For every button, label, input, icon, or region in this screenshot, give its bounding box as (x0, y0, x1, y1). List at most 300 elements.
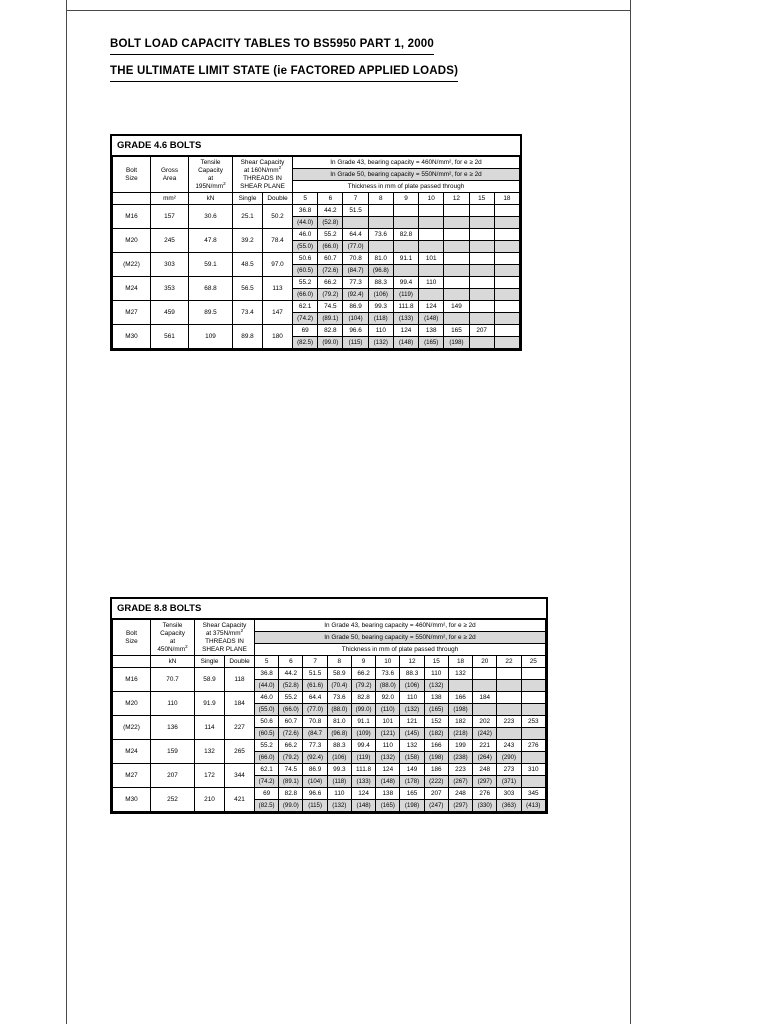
cell-g50: (84.7 (303, 728, 327, 740)
cell-g50: (106) (327, 752, 351, 764)
cell-g43: 46.0 (255, 692, 279, 704)
thickness-col-7: 7 (303, 656, 327, 668)
cell-g50: (165) (424, 704, 448, 716)
cell-bolt-size: M24 (113, 740, 151, 764)
cell-g50: (52.8) (318, 217, 343, 229)
cell-g50: (119) (351, 752, 375, 764)
grade-label-8-8: GRADE 8.8 BOLTS (112, 599, 546, 619)
cell-tensile: 68.8 (189, 277, 233, 301)
cell-g50 (444, 289, 469, 301)
cell-single-shear: 172 (195, 764, 225, 788)
cell-g50: (413) (521, 800, 545, 812)
thickness-col-12: 12 (444, 193, 469, 205)
cell-g43 (494, 301, 519, 313)
cell-g43 (473, 668, 497, 680)
cell-single-shear: 91.9 (195, 692, 225, 716)
cell-g43: 223 (497, 716, 521, 728)
cell-g43 (494, 229, 519, 241)
cell-g50: (267) (448, 776, 472, 788)
cell-double-shear: 265 (225, 740, 255, 764)
cell-g43: 69 (255, 788, 279, 800)
cell-g43 (521, 668, 545, 680)
cell-g43: 149 (400, 764, 424, 776)
cell-g43: 124 (376, 764, 400, 776)
cell-single-shear: 48.5 (233, 253, 263, 277)
cell-g43: 88.3 (400, 668, 424, 680)
thickness-col-5: 5 (255, 656, 279, 668)
cell-g43: 138 (419, 325, 444, 337)
cell-g43: 46.0 (293, 229, 318, 241)
cell-g50: (44.0) (293, 217, 318, 229)
cell-g50: (89.1) (318, 313, 343, 325)
cell-g50: (88.0) (376, 680, 400, 692)
unit-single: Single (233, 193, 263, 205)
cell-g50 (494, 289, 519, 301)
thickness-col-12: 12 (400, 656, 424, 668)
cell-g43: 51.5 (303, 668, 327, 680)
cell-bolt-size: M16 (113, 668, 151, 692)
cell-g43: 91.1 (393, 253, 418, 265)
cell-g43: 199 (448, 740, 472, 752)
cell-g43: 92.0 (376, 692, 400, 704)
thickness-col-18: 18 (494, 193, 519, 205)
cell-double-shear: 147 (263, 301, 293, 325)
cell-g43: 55.2 (293, 277, 318, 289)
cell-g50: (61.6) (303, 680, 327, 692)
cell-g43: 64.4 (303, 692, 327, 704)
cell-g43 (494, 277, 519, 289)
cell-g50: (55.0) (293, 241, 318, 253)
cell-g50: (133) (351, 776, 375, 788)
table-row (113, 205, 520, 217)
cell-g50 (419, 241, 444, 253)
cell-g43: 82.8 (351, 692, 375, 704)
cell-single-shear: 89.8 (233, 325, 263, 349)
cell-g43: 36.8 (255, 668, 279, 680)
cell-g50: (247) (424, 800, 448, 812)
table-row (113, 301, 520, 313)
cell-g43 (444, 277, 469, 289)
cell-g43: 81.0 (327, 716, 351, 728)
thickness-col-8: 8 (327, 656, 351, 668)
cell-g43: 86.9 (343, 301, 368, 313)
cell-g43: 60.7 (279, 716, 303, 728)
cell-g50: (74.2) (293, 313, 318, 325)
cell-g43: 101 (419, 253, 444, 265)
cell-g50: (99.0) (318, 337, 343, 349)
cell-gross-area: 459 (151, 301, 189, 325)
cell-g50: (110) (376, 704, 400, 716)
cell-g43: 184 (473, 692, 497, 704)
cell-g50: (60.5) (255, 728, 279, 740)
cell-g50 (497, 704, 521, 716)
cell-g50: (119) (393, 289, 418, 301)
cell-g43: 36.8 (293, 205, 318, 217)
cell-g50 (419, 289, 444, 301)
header-row-1 (113, 620, 546, 632)
cell-g43 (444, 253, 469, 265)
cell-g43: 111.8 (351, 764, 375, 776)
cell-g43: 58.9 (327, 668, 351, 680)
cell-g43: 99.3 (327, 764, 351, 776)
cell-bolt-size: M20 (113, 692, 151, 716)
cell-g43 (497, 692, 521, 704)
cell-g50 (469, 289, 494, 301)
cell-bolt-size: (M22) (113, 716, 151, 740)
cell-g50: (79.2) (318, 289, 343, 301)
cell-g43: 69 (293, 325, 318, 337)
cell-g50 (521, 680, 545, 692)
cell-g43: 91.1 (351, 716, 375, 728)
cell-g43: 55.2 (318, 229, 343, 241)
cell-g50: (371) (497, 776, 521, 788)
header-bolt-size: Bolt Size (113, 620, 151, 656)
cell-bolt-size: M24 (113, 277, 151, 301)
cell-g50: (66.0) (318, 241, 343, 253)
cell-g43 (419, 229, 444, 241)
cell-g50: (148) (376, 776, 400, 788)
cell-g43: 152 (424, 716, 448, 728)
cell-g50: (182) (424, 728, 448, 740)
table-row (113, 229, 520, 241)
cell-g50: (165) (419, 337, 444, 349)
page-border-left (66, 0, 67, 1024)
cell-g43: 243 (497, 740, 521, 752)
cell-single-shear: 39.2 (233, 229, 263, 253)
grade-label-4-6: GRADE 4.6 BOLTS (112, 136, 520, 156)
cell-g50: (145) (400, 728, 424, 740)
cell-tensile: 159 (151, 740, 195, 764)
cell-g43: 110 (424, 668, 448, 680)
cell-g50 (473, 704, 497, 716)
cell-g43: 101 (376, 716, 400, 728)
cell-g43: 82.8 (279, 788, 303, 800)
cell-g50 (469, 265, 494, 277)
header-shear-capacity: Shear Capacity at $375N/mm^2$ THREADS IN SHEAR PLANE (195, 620, 255, 656)
cell-g50 (494, 217, 519, 229)
unit-tensile-kn: kN (189, 193, 233, 205)
thickness-col-6: 6 (318, 193, 343, 205)
cell-g43: 74.5 (318, 301, 343, 313)
cell-tensile: 136 (151, 716, 195, 740)
page-border-top (66, 10, 631, 11)
cell-g43: 303 (497, 788, 521, 800)
cell-g50 (469, 217, 494, 229)
header-gross-area: Gross Area (151, 157, 189, 193)
bolt-capacity-table-4-6 (112, 156, 520, 349)
cell-g50: (178) (400, 776, 424, 788)
cell-g43: 202 (473, 716, 497, 728)
cell-g50: (74.2) (255, 776, 279, 788)
cell-g43: 50.6 (293, 253, 318, 265)
cell-g43: 96.6 (303, 788, 327, 800)
cell-g43 (469, 229, 494, 241)
thickness-col-18: 18 (448, 656, 472, 668)
thickness-col-22: 22 (497, 656, 521, 668)
cell-g43 (368, 205, 393, 217)
cell-g50 (368, 217, 393, 229)
cell-g43: 44.2 (318, 205, 343, 217)
cell-g43: 345 (521, 788, 545, 800)
cell-g50 (419, 217, 444, 229)
table-row (113, 716, 546, 728)
cell-g50 (469, 313, 494, 325)
cell-g43: 81.0 (368, 253, 393, 265)
table-grade-4-6 (110, 134, 522, 351)
cell-g50: (55.0) (255, 704, 279, 716)
cell-g43: 110 (327, 788, 351, 800)
cell-g50: (132) (368, 337, 393, 349)
cell-bolt-size: M30 (113, 788, 151, 812)
cell-single-shear: 210 (195, 788, 225, 812)
thickness-col-9: 9 (351, 656, 375, 668)
cell-g50: (72.6) (318, 265, 343, 277)
cell-bolt-size: M30 (113, 325, 151, 349)
cell-g50: (132) (424, 680, 448, 692)
cell-g50: (363) (497, 800, 521, 812)
title-line-2: THE ULTIMATE LIMIT STATE (ie FACTORED APPLIED LOADS) (110, 62, 458, 82)
cell-g50: (118) (327, 776, 351, 788)
cell-g50 (393, 241, 418, 253)
cell-bolt-size: M27 (113, 301, 151, 325)
cell-tensile: 110 (151, 692, 195, 716)
cell-g50 (494, 313, 519, 325)
cell-g50: (238) (448, 752, 472, 764)
cell-double-shear: 50.2 (263, 205, 293, 229)
cell-g43: 99.4 (351, 740, 375, 752)
cell-g43: 99.3 (368, 301, 393, 313)
cell-tensile: 207 (151, 764, 195, 788)
cell-g43: 62.1 (293, 301, 318, 313)
thickness-col-20: 20 (473, 656, 497, 668)
title-line-1: BOLT LOAD CAPACITY TABLES TO BS5950 PART 1, 2000 (110, 35, 434, 55)
cell-g43: 51.5 (343, 205, 368, 217)
cell-g50: (121) (376, 728, 400, 740)
cell-g43: 77.3 (343, 277, 368, 289)
cell-g50: (77.0) (343, 241, 368, 253)
cell-g50 (448, 680, 472, 692)
cell-single-shear: 56.5 (233, 277, 263, 301)
cell-tensile: 70.7 (151, 668, 195, 692)
cell-g50 (497, 680, 521, 692)
cell-g50 (521, 728, 545, 740)
table-row (113, 668, 546, 680)
cell-gross-area: 245 (151, 229, 189, 253)
cell-g43: 138 (376, 788, 400, 800)
cell-bolt-size: M20 (113, 229, 151, 253)
cell-g50: (99.0) (351, 704, 375, 716)
unit-double: Double (225, 656, 255, 668)
cell-g50: (132) (376, 752, 400, 764)
unit-double: Double (263, 193, 293, 205)
thickness-col-5: 5 (293, 193, 318, 205)
cell-double-shear: 97.0 (263, 253, 293, 277)
cell-g50 (419, 265, 444, 277)
table-row (113, 692, 546, 704)
header-units-row (113, 656, 546, 668)
cell-g50: (165) (376, 800, 400, 812)
cell-g43: 110 (400, 692, 424, 704)
cell-g50: (96.8) (368, 265, 393, 277)
cell-bolt-size: (M22) (113, 253, 151, 277)
cell-g50 (494, 337, 519, 349)
cell-single-shear: 114 (195, 716, 225, 740)
cell-g43: 88.3 (327, 740, 351, 752)
cell-g50: (297) (473, 776, 497, 788)
thickness-col-25: 25 (521, 656, 545, 668)
cell-g50: (79.2) (279, 752, 303, 764)
cell-g43: 73.6 (368, 229, 393, 241)
cell-g43: 138 (424, 692, 448, 704)
cell-g50: (77.0) (303, 704, 327, 716)
cell-g50: (109) (351, 728, 375, 740)
cell-double-shear: 344 (225, 764, 255, 788)
cell-g43: 121 (400, 716, 424, 728)
cell-double-shear: 118 (225, 668, 255, 692)
cell-double-shear: 421 (225, 788, 255, 812)
thickness-col-6: 6 (279, 656, 303, 668)
cell-g43: 86.9 (303, 764, 327, 776)
table-grade-8-8 (110, 597, 548, 814)
cell-g50 (473, 680, 497, 692)
cell-double-shear: 78.4 (263, 229, 293, 253)
cell-g43: 50.6 (255, 716, 279, 728)
header-bolt-size: Bolt Size (113, 157, 151, 193)
cell-g43: 124 (351, 788, 375, 800)
header-units-row (113, 193, 520, 205)
bolt-capacity-table-8-8 (112, 619, 546, 812)
cell-tensile: 252 (151, 788, 195, 812)
cell-tensile: 47.8 (189, 229, 233, 253)
cell-g43: 73.6 (327, 692, 351, 704)
cell-g43 (444, 229, 469, 241)
cell-g43 (494, 253, 519, 265)
cell-g43: 62.1 (255, 764, 279, 776)
thickness-col-9: 9 (393, 193, 418, 205)
cell-g43: 276 (521, 740, 545, 752)
cell-g50: (44.0) (255, 680, 279, 692)
cell-g50: (52.8) (279, 680, 303, 692)
cell-g43 (469, 205, 494, 217)
cell-g43: 96.6 (343, 325, 368, 337)
cell-g50: (82.5) (293, 337, 318, 349)
cell-double-shear: 227 (225, 716, 255, 740)
cell-g50: (148) (351, 800, 375, 812)
cell-g43: 273 (497, 764, 521, 776)
cell-g43: 165 (444, 325, 469, 337)
thickness-col-10: 10 (376, 656, 400, 668)
cell-g43 (497, 668, 521, 680)
cell-g50 (393, 265, 418, 277)
header-row-1 (113, 157, 520, 169)
cell-double-shear: 184 (225, 692, 255, 716)
cell-g43: 66.2 (279, 740, 303, 752)
cell-g50: (198) (448, 704, 472, 716)
cell-g50: (158) (400, 752, 424, 764)
cell-g50: (222) (424, 776, 448, 788)
header-bearing-grade-43: In Grade 43, bearing capacity = 460N/mm², for e ≥ 2d (293, 157, 520, 169)
cell-single-shear: 132 (195, 740, 225, 764)
cell-g43: 124 (419, 301, 444, 313)
cell-g50: (99.0) (279, 800, 303, 812)
cell-gross-area: 157 (151, 205, 189, 229)
cell-g43: 182 (448, 716, 472, 728)
cell-g50: (115) (303, 800, 327, 812)
header-bearing-grade-50: In Grade 50, bearing capacity = 550N/mm², for e ≥ 2d (293, 169, 520, 181)
cell-g50 (521, 704, 545, 716)
cell-g50: (198) (400, 800, 424, 812)
cell-g43: 310 (521, 764, 545, 776)
cell-g50 (444, 313, 469, 325)
unit-single: Single (195, 656, 225, 668)
cell-g43 (469, 253, 494, 265)
cell-g50: (79.2) (351, 680, 375, 692)
table-row (113, 253, 520, 265)
cell-g43 (419, 205, 444, 217)
cell-g43: 99.4 (393, 277, 418, 289)
cell-g43: 253 (521, 716, 545, 728)
cell-g43: 132 (448, 668, 472, 680)
header-tensile-capacity: Tensile Capacity at $195N/mm^2$ (189, 157, 233, 193)
cell-g50: (133) (393, 313, 418, 325)
cell-g50: (92.4) (343, 289, 368, 301)
thickness-col-10: 10 (419, 193, 444, 205)
cell-g43: 221 (473, 740, 497, 752)
cell-g43: 82.8 (393, 229, 418, 241)
cell-g43: 166 (424, 740, 448, 752)
cell-g43: 207 (469, 325, 494, 337)
table-row (113, 788, 546, 800)
cell-g43: 44.2 (279, 668, 303, 680)
cell-g50 (368, 241, 393, 253)
cell-g50: (264) (473, 752, 497, 764)
cell-g50 (521, 776, 545, 788)
header-thickness: Thickness in mm of plate passed through (293, 181, 520, 193)
cell-g43: 111.8 (393, 301, 418, 313)
cell-g50: (96.8) (327, 728, 351, 740)
cell-g43: 110 (376, 740, 400, 752)
cell-double-shear: 180 (263, 325, 293, 349)
cell-double-shear: 113 (263, 277, 293, 301)
table-row (113, 325, 520, 337)
cell-g43: 149 (444, 301, 469, 313)
thickness-col-7: 7 (343, 193, 368, 205)
cell-g43 (494, 205, 519, 217)
cell-g43: 66.2 (318, 277, 343, 289)
cell-g43: 248 (448, 788, 472, 800)
cell-bolt-size: M27 (113, 764, 151, 788)
cell-g50: (297) (448, 800, 472, 812)
cell-g50 (497, 728, 521, 740)
cell-g50: (198) (424, 752, 448, 764)
cell-g50: (106) (400, 680, 424, 692)
page-border-right (630, 0, 631, 1024)
cell-g50: (66.0) (293, 289, 318, 301)
header-tensile-capacity: Tensile Capacity at $450N/mm^2$ (151, 620, 195, 656)
cell-tensile: 59.1 (189, 253, 233, 277)
cell-g43: 60.7 (318, 253, 343, 265)
unit-tensile-kn: kN (151, 656, 195, 668)
cell-g50: (84.7) (343, 265, 368, 277)
cell-g43: 132 (400, 740, 424, 752)
cell-g43: 248 (473, 764, 497, 776)
unit-blank (113, 193, 151, 205)
cell-g43: 55.2 (279, 692, 303, 704)
cell-g43: 70.8 (343, 253, 368, 265)
cell-g50 (343, 217, 368, 229)
cell-g50 (521, 752, 545, 764)
cell-g50 (444, 241, 469, 253)
